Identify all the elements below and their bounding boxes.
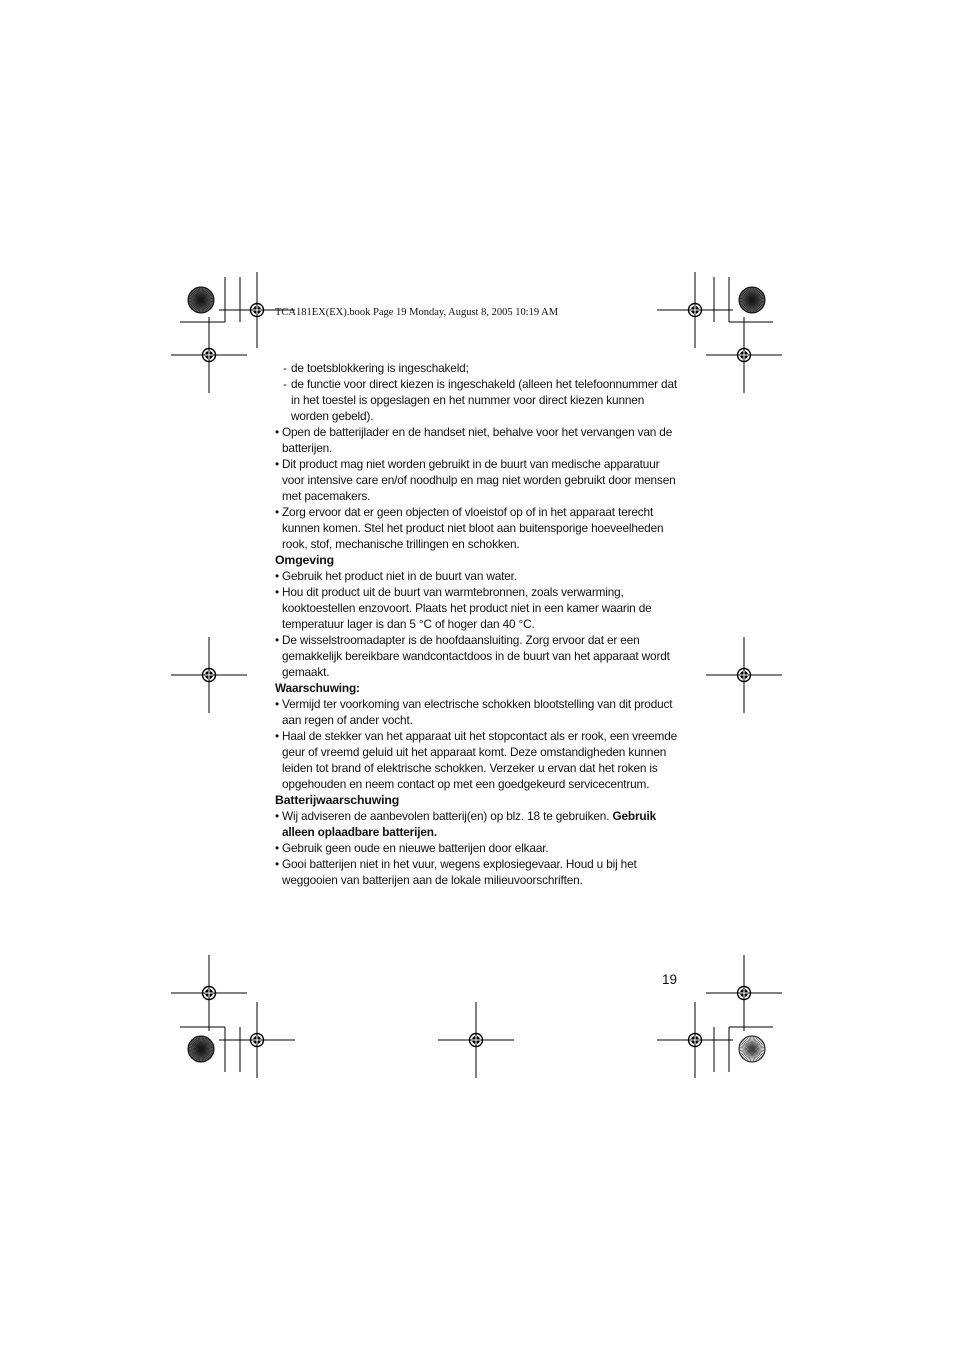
- color-registration-disc-icon: [739, 287, 765, 313]
- dash-list-item: [275, 360, 680, 376]
- bullet-list-item: [275, 424, 680, 456]
- book-header-info: TCA181EX(EX).book Page 19 Monday, August 8, 2005 10:19 AM: [275, 307, 559, 318]
- bullet-list-item: [275, 856, 680, 888]
- dash-list-item: [275, 376, 680, 424]
- bullet-symbol: •: [275, 841, 279, 855]
- bullet-symbol: •: [275, 569, 279, 583]
- bullet-symbol: •: [275, 809, 279, 823]
- bullet-symbol: •: [275, 425, 279, 439]
- bullet-item-text: Gebruik geen oude en nieuwe batterijen door elkaar.: [282, 841, 549, 855]
- bullet-list-item: [275, 728, 680, 792]
- dash-symbol: -: [283, 361, 287, 375]
- bullet-item-text: Haal de stekker van het apparaat uit het stopcontact als er rook, een vreemde geur of vreemd geluid uit het apparaat komt. Deze omstandigheden kunnen leiden tot brand of elektrische schokken. Verzeker u ervan dat het roken is opgehouden en neem contact op met een goedgekeurd servicecentrum.: [282, 729, 678, 791]
- bullet-symbol: •: [275, 729, 279, 743]
- bullet-symbol: •: [275, 505, 279, 519]
- bullet-symbol: •: [275, 857, 279, 871]
- bullet-list-item: [275, 696, 680, 728]
- bullet-list-item: [275, 840, 680, 856]
- bullet-item-text: Hou dit product uit de buurt van warmtebronnen, zoals verwarming, kooktoestellen enzovoort. Plaats het product niet in een kamer waarin de temperatuur lager is dan 5 °C of hoger dan 40 °C.: [282, 585, 652, 631]
- registration-target-icon: [171, 955, 247, 1031]
- bullet-item-text: Gooi batterijen niet in het vuur, wegens explosiegevaar. Houd u bij het weggooien van batterijen aan de lokale milieuvoorschriften.: [282, 857, 637, 887]
- registration-target-icon: [438, 1002, 514, 1078]
- bullet-item-text: Open de batterijlader en de handset niet, behalve voor het vervangen van de batterijen.: [282, 425, 673, 455]
- registration-target-icon: [219, 1002, 295, 1078]
- page-number: 19: [662, 972, 678, 987]
- section-heading-batterijwaarschuwing: Batterijwaarschuwing: [275, 793, 400, 807]
- bullet-list-item: [275, 456, 680, 504]
- registration-target-icon: [657, 272, 733, 348]
- color-registration-disc-icon: [739, 1036, 765, 1062]
- dash-symbol: -: [283, 377, 287, 391]
- warning-heading: Waarschuwing:: [275, 681, 360, 695]
- registration-target-icon: [171, 637, 247, 713]
- bullet-item-text: Dit product mag niet worden gebruikt in de buurt van medische apparatuur voor intensive care en/of noodhulp en mag niet worden gebruikt door mensen met pacemakers.: [282, 457, 676, 503]
- bullet-symbol: •: [275, 697, 279, 711]
- section-heading-omgeving: Omgeving: [275, 553, 334, 567]
- bullet-item-text: Wij adviseren de aanbevolen batterij(en) op blz. 18 te gebruiken.: [282, 809, 613, 823]
- dash-item-text: de functie voor direct kiezen is ingeschakeld (alleen het telefoonnummer dat in het toestel is opgeslagen en het nummer voor direct kiezen kunnen worden gebeld).: [291, 377, 677, 423]
- registration-target-icon: [706, 317, 782, 393]
- bullet-item-bold-text: Gebruik alleen oplaadbare batterijen.: [282, 809, 656, 839]
- bullet-symbol: •: [275, 633, 279, 647]
- page-content: [275, 360, 680, 888]
- registration-target-icon: [657, 1002, 733, 1078]
- dash-item-text: de toetsblokkering is ingeschakeld;: [291, 361, 469, 375]
- color-registration-disc-icon: [188, 1036, 214, 1062]
- bullet-item-text: Gebruik het product niet in de buurt van water.: [282, 569, 517, 583]
- bullet-symbol: •: [275, 585, 279, 599]
- bullet-symbol: •: [275, 457, 279, 471]
- bullet-list-item: [275, 504, 680, 552]
- bullet-item-text: De wisselstroomadapter is de hoofdaansluiting. Zorg ervoor dat er een gemakkelijk bereikbare wandcontactdoos in de buurt van het apparaat wordt gemaakt.: [282, 633, 670, 679]
- registration-target-icon: [171, 317, 247, 393]
- bullet-list-item: [275, 568, 680, 584]
- bullet-item-text: Vermijd ter voorkoming van electrische schokken blootstelling van dit product aan regen of ander vocht.: [282, 697, 673, 727]
- color-registration-disc-icon: [188, 287, 214, 313]
- registration-target-icon: [706, 955, 782, 1031]
- registration-target-icon: [706, 637, 782, 713]
- bullet-list-item: [275, 584, 680, 632]
- bullet-item-text: Zorg ervoor dat er geen objecten of vloeistof op of in het apparaat terecht kunnen komen. Stel het product niet bloot aan buitensporige hoeveelheden rook, stof, mechanische trillingen en schokken.: [282, 505, 664, 551]
- bullet-list-item: [275, 632, 680, 680]
- bullet-list-item: [275, 808, 680, 840]
